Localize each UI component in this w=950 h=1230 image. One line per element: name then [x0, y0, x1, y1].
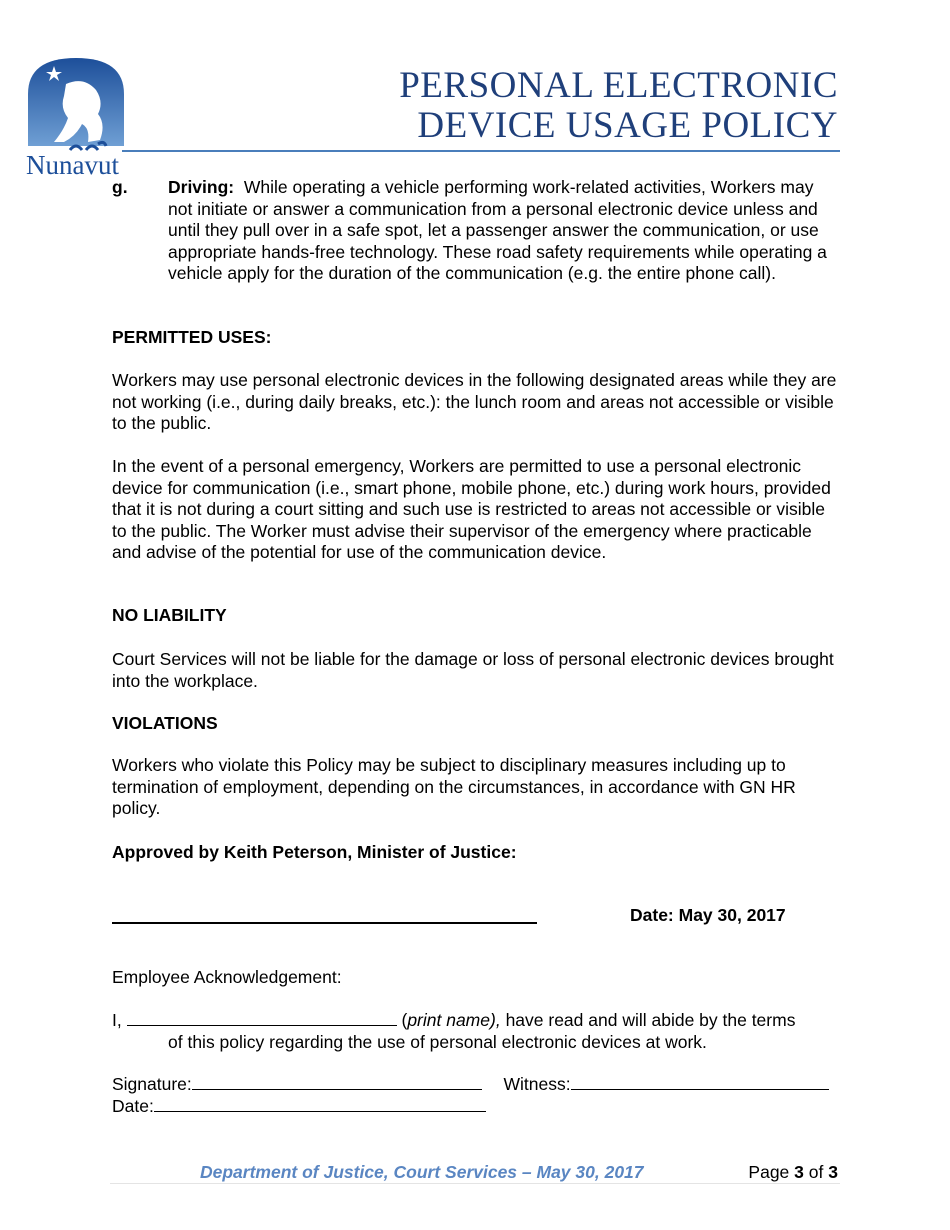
list-item-driving — [112, 177, 838, 285]
footer-divider — [110, 1183, 840, 1184]
page-of: of — [808, 1162, 824, 1182]
signature-field[interactable] — [192, 1075, 482, 1090]
witness-label: Witness: — [503, 1074, 571, 1094]
signature-row — [112, 1074, 838, 1096]
violations-paragraph: Workers who violate this Policy may be subject to disciplinary measures including up to termination of employment, depending on the circumstances, in accordance with GN HR policy. — [112, 755, 796, 818]
header-divider — [122, 150, 840, 152]
date-field[interactable] — [154, 1097, 486, 1112]
logo-wordmark: Nunavut — [26, 150, 119, 178]
ack-text-line-2: of this policy regarding the use of personal electronic devices at work. — [168, 1031, 707, 1052]
acknowledgement-statement — [112, 1010, 838, 1053]
approval-signature-line — [112, 922, 537, 924]
section-heading-liability: NO LIABILITY — [112, 605, 227, 625]
title-line-1: PERSONAL ELECTRONIC — [399, 65, 838, 106]
title-line-2: DEVICE USAGE POLICY — [417, 105, 838, 146]
page-title — [399, 66, 838, 146]
list-marker: g. — [112, 177, 128, 197]
permitted-paragraph-2: In the event of a personal emergency, Workers are permitted to use a personal electronic device for communication (i.e., smart phone, mobile phone, etc.) during work hours, provided that it is not during a court sitting and such use is restricted to areas not accessible or visible to the public. The Worker must advise their supervisor of the emergency where practicable and advise of the potential for use of the communication device. — [112, 456, 831, 562]
page-prefix: Page — [748, 1162, 790, 1182]
page-number — [748, 1162, 838, 1183]
ack-prefix: I, — [112, 1010, 122, 1030]
date-row — [112, 1096, 838, 1118]
footer-department: Department of Justice, Court Services – May 30, 2017 — [200, 1162, 644, 1182]
section-heading-violations: VIOLATIONS — [112, 713, 218, 733]
polar-bear-emblem-icon — [24, 54, 128, 178]
liability-paragraph: Court Services will not be liable for the damage or loss of personal electronic devices brought into the workplace. — [112, 649, 834, 691]
ack-open-paren: ( — [401, 1010, 408, 1030]
approval-statement: Approved by Keith Peterson, Minister of Justice: — [112, 842, 517, 862]
approval-date: Date: May 30, 2017 — [630, 905, 786, 925]
nunavut-logo — [24, 54, 128, 178]
item-text: While operating a vehicle performing work-related activities, Workers may not initiate or answer a communication from a personal electronic device unless and until they pull over in a safe spot, let a passenger answer the communication, or use appropriate hands-free technology. These road safety requirements while operating a vehicle apply for the duration of the communication (e.g. the entire phone call). — [168, 177, 827, 283]
date-label: Date: — [112, 1096, 154, 1116]
signature-label: Signature: — [112, 1074, 192, 1094]
ack-text-line-1: have read and will abide by the terms — [505, 1010, 796, 1030]
permitted-paragraph-1: Workers may use personal electronic devices in the following designated areas while they are not working (i.e., during daily breaks, etc.): the lunch room and areas not accessible or visible to the public. — [112, 370, 837, 433]
item-label: Driving: — [168, 177, 235, 197]
section-heading-permitted: PERMITTED USES: — [112, 327, 272, 347]
acknowledgement-heading: Employee Acknowledgement: — [112, 967, 342, 987]
page-current: 3 — [794, 1162, 804, 1182]
print-name-field[interactable] — [127, 1011, 397, 1026]
witness-field[interactable] — [571, 1075, 829, 1090]
page-total: 3 — [828, 1162, 838, 1182]
print-name-hint: print name), — [407, 1010, 501, 1030]
